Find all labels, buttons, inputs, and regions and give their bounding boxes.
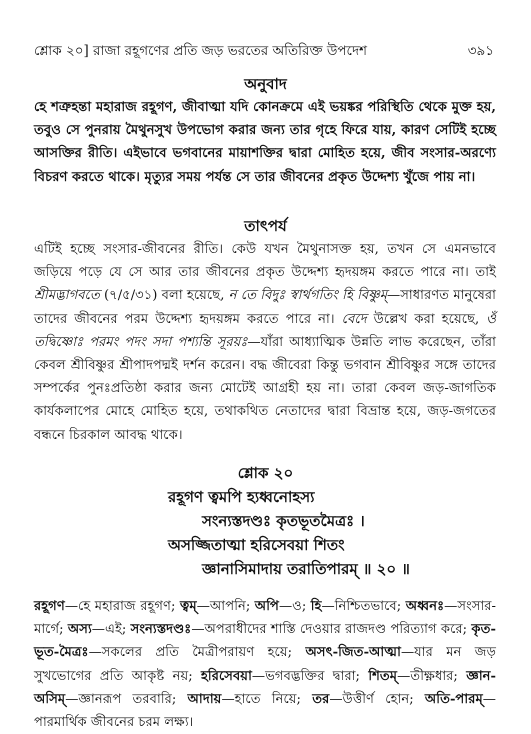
- synonym-word: অতি-পারম্: [424, 691, 483, 707]
- purport-scripture-ref: বেদে: [341, 311, 367, 327]
- synonym-meaning: —ও;: [278, 599, 311, 614]
- synonym-word: জ্ঞান-অসিম্: [34, 668, 496, 707]
- synonym-word: অস্য: [67, 622, 92, 638]
- purport-text-part: উল্লেখ করা হয়েছে,: [366, 311, 487, 327]
- synonym-meaning: —যার মন জড় সুখভোগের প্রতি আকৃষ্ট নয়;: [34, 645, 496, 684]
- synonym-meaning: —আপনি;: [196, 599, 255, 614]
- synonym-meaning: —জ্ঞানরূপ তরবারি;: [65, 691, 188, 707]
- synonym-word: অসৎ-জিত-আত্মা: [305, 645, 401, 661]
- synonym-word: রহূগণ: [34, 599, 65, 614]
- translation-heading: অনুবাদ: [244, 75, 287, 93]
- synonym-word: অপি: [254, 599, 279, 614]
- synonym-meaning: —পারমার্থিক জীবনের চরম লক্ষ্য।: [34, 691, 496, 731]
- synonym-meaning: —সংসার-মার্গে;: [34, 599, 496, 638]
- synonym-meaning: —নিশ্চিতভাবে;: [321, 599, 406, 614]
- verse-heading: শ্লোক ২০: [237, 464, 294, 482]
- synonym-word: সংন্যস্তদণ্ডঃ: [130, 622, 192, 638]
- purport-heading: তাৎপর্য: [244, 217, 287, 235]
- synonym-meaning: —হাতে নিয়ে;: [221, 691, 313, 707]
- synonym-word: কৃত-ভূত-মৈত্রঃ: [34, 622, 497, 661]
- synonym-meaning: —তীক্ষ্ণধার;: [397, 668, 467, 684]
- synonym-word: শিতম্: [368, 668, 398, 684]
- purport-text-part: —যাঁরা আধ্যাত্মিক উন্নতি লাভ করেছেন, তাঁরা কেবল শ্রীবিষ্ণুর শ্রীপাদপদ্মই দর্শন করেন। বদ্ধ জীবেরা কিন্তু ভগবান শ্রীবিষ্ণুর সঙ্গে তাদের সম্পর্কের পুনঃপ্রতিষ্ঠা করার জন্য মোটেই আগ্রহী হয় না। তারা কেবল জড়-জাগতিক কার্যকলাপের মোহে মোহিত হয়ে, তথাকথিত নেতাদের দ্বারা বিভ্রান্ত হয়ে, জড়-জগতের বন্ধনে চিরকাল আবদ্ধ থাকে।: [34, 334, 496, 443]
- purport-text-part: এটিই হচ্ছে সংসার-জীবনের রীতি। কেউ যখন মৈথুনাসক্ত হয়, তখন সে এমনভাবে জড়িয়ে পড়ে যে সে আর তার জীবনের প্রকৃত উদ্দেশ্য হৃদয়ঙ্গম করতে পারে না। তাই: [34, 242, 496, 281]
- purport-quote: ন তে বিদুঃ স্বার্থগতিং হি বিষ্ণুম্: [228, 288, 388, 304]
- running-header: [34, 40, 494, 62]
- synonym-word: হরিসেবয়া: [201, 668, 252, 684]
- synonym-word: তর: [312, 691, 330, 707]
- synonym-meaning: —সকলের প্রতি মৈত্রীপরায়ণ হয়ে;: [88, 645, 306, 661]
- verse-line: সংন্যস্তদণ্ডঃ কৃতভূতমৈত্রঃ ।: [202, 512, 365, 530]
- purport-text-part: —সাধারণত মানুষেরা তাদের জীবনের পরম উদ্দেশ্য হৃদয়ঙ্গম করতে পারে না।: [34, 288, 496, 327]
- synonym-word: ত্বম্: [179, 599, 197, 614]
- synonym-meaning: —অপরাধীদের শাস্তি দেওয়ার রাজদণ্ড পরিত্যাগ করে;: [191, 622, 472, 638]
- synonym-meaning: —হে মহারাজ রহূগণ;: [64, 599, 180, 614]
- purport-text: [34, 238, 496, 447]
- word-synonyms: [34, 595, 496, 734]
- verse-line: রহূগণ ত্বমপি হ্যধ্বনোহস্য: [168, 488, 315, 506]
- purport-text-part: (৭/৫/৩১) বলা হয়েছে,: [99, 288, 229, 304]
- translation-text: হে শত্রুহন্তা মহারাজ রহূগণ, জীবাত্মা যদি কোনক্রমে এই ভয়ঙ্কর পরিস্থিতি থেকে মুক্ত হয়, তবুও সে পুনরায় মৈথুনসুখ উপভোগ করার জন্য তার গৃহে ফিরে যায়, কারণ সেটিই হচ্ছে আসক্তির রীতি। এইভাবে ভগবানের মায়াশক্তির দ্বারা মোহিত হয়ে, জীব সংসার-অরণ্যে বিচরণ করতে থাকে। মৃত্যুর সময় পর্যন্ত সে তার জীবনের প্রকৃত উদ্দেশ্য খুঁজে পায় না।: [34, 100, 496, 185]
- purport-scripture-ref: শ্রীমদ্ভাগবতে: [34, 288, 100, 304]
- purport-quote: ওঁ তদ্বিষ্ণোঃ পরমং পদং সদা পশ্যন্তি সূরয়ঃ: [34, 311, 496, 350]
- synonym-meaning: —ভগবদ্ভক্তির দ্বারা;: [251, 668, 369, 684]
- page-number: ৩৯১: [467, 43, 494, 59]
- synonym-word: আদায়: [187, 691, 222, 707]
- synonym-meaning: —এই;: [91, 622, 131, 638]
- verse-line: জ্ঞানাসিমাদায় তরাতিপারম্ ॥ ২০ ॥: [202, 560, 410, 578]
- synonym-meaning: —উত্তীর্ণ হোন;: [329, 691, 425, 707]
- synonym-word: অধ্বনঃ: [405, 599, 445, 614]
- header-title: শ্লোক ২০] রাজা রহূগণের প্রতি জড় ভরতের অতিরিক্ত উপদেশ: [34, 43, 368, 59]
- verse-line: অসজ্জিতাত্মা হরিসেবয়া শিতং: [168, 536, 345, 554]
- synonym-word: হি: [310, 599, 322, 614]
